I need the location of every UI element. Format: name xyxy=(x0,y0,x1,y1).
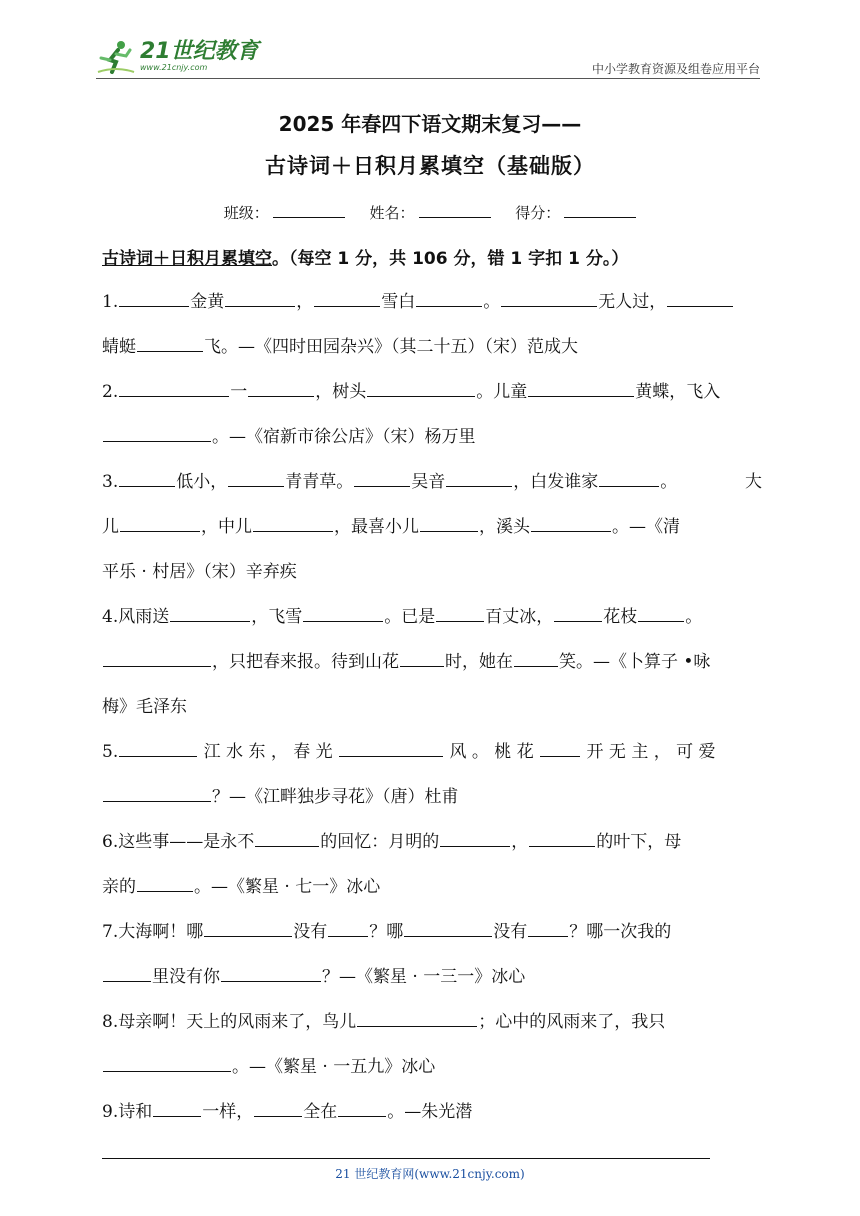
class-blank[interactable] xyxy=(273,203,345,218)
page-title-line1: 2025 年春四下语文期末复习—— xyxy=(278,112,582,136)
class-label: 班级： xyxy=(223,204,269,222)
blank[interactable] xyxy=(339,736,443,757)
blank[interactable] xyxy=(328,916,368,937)
blank[interactable] xyxy=(531,511,611,532)
question-4-line1: 4.风雨送 ，飞雪 。已是 百丈冰， 花枝 。 xyxy=(102,601,762,646)
question-2-line1: 2. 一 ，树头 。儿童 黄蝶，飞入 xyxy=(102,376,762,421)
blank[interactable] xyxy=(400,646,444,667)
blank[interactable] xyxy=(153,1096,201,1117)
blank[interactable] xyxy=(103,961,151,982)
question-3-line1: 3. 低小， 青青草。 吴音 ，白发谁家 。 大 xyxy=(102,466,762,511)
student-info xyxy=(0,202,860,223)
footer-text: 21 世纪教育网(www.21cnjy.com) xyxy=(335,1167,525,1181)
logo xyxy=(96,36,259,80)
blank[interactable] xyxy=(221,961,321,982)
blank[interactable] xyxy=(440,826,510,847)
blank[interactable] xyxy=(501,286,597,307)
score-blank[interactable] xyxy=(564,203,636,218)
blank[interactable] xyxy=(528,376,634,397)
question-7-line2: 里没有你 ？—《繁星 · 一三一》冰心 xyxy=(102,961,762,1006)
question-4-line2: ，只把春来报。待到山花 时，她在 笑。—《卜算子 •咏 xyxy=(102,646,762,691)
score-label: 得分： xyxy=(515,204,561,222)
blank[interactable] xyxy=(667,286,733,307)
platform-name: 中小学教育资源及组卷应用平台 xyxy=(591,62,760,76)
blank[interactable] xyxy=(170,601,250,622)
blank[interactable] xyxy=(404,916,492,937)
name-blank[interactable] xyxy=(419,203,491,218)
blank[interactable] xyxy=(248,376,314,397)
blank[interactable] xyxy=(554,601,602,622)
logo-title: 21世纪教育 xyxy=(140,38,259,64)
blank[interactable] xyxy=(416,286,482,307)
blank[interactable] xyxy=(540,736,580,757)
question-6-line2: 亲的 。—《繁星 · 七一》冰心 xyxy=(102,871,762,916)
blank[interactable] xyxy=(137,871,193,892)
blank[interactable] xyxy=(228,466,284,487)
page-title-line2: 古诗词＋日积月累填空（基础版） xyxy=(265,154,595,178)
question-3-line2: 儿 ，中儿 ，最喜小儿 ，溪头 。—《清 xyxy=(102,511,762,556)
blank[interactable] xyxy=(103,646,211,667)
blank[interactable] xyxy=(119,376,229,397)
question-8-line1: 8.母亲啊！天上的风雨来了，鸟儿 ；心中的风雨来了，我只 xyxy=(102,1006,762,1051)
question-5-line1: 5. 江 水 东 ， 春 光 风 。 桃 花 开 无 主 ， 可 爱 xyxy=(102,736,762,781)
blank[interactable] xyxy=(436,601,484,622)
blank[interactable] xyxy=(255,826,319,847)
blank[interactable] xyxy=(354,466,410,487)
section-title: 古诗词＋日积月累填空 xyxy=(102,249,272,269)
blank[interactable] xyxy=(420,511,478,532)
blank[interactable] xyxy=(103,421,211,442)
runner-logo-icon xyxy=(96,38,136,78)
question-4-line3: 梅》毛泽东 xyxy=(102,697,187,717)
header-divider xyxy=(96,78,760,79)
blank[interactable] xyxy=(638,601,684,622)
question-9-line1: 9.诗和 一样， 全在 。—朱光潜 xyxy=(102,1096,762,1141)
blank[interactable] xyxy=(103,1051,231,1072)
blank[interactable] xyxy=(599,466,659,487)
blank[interactable] xyxy=(137,331,203,352)
question-1-line1: 1. 金黄 ， 雪白 。 无人过， xyxy=(102,286,762,331)
blank[interactable] xyxy=(446,466,512,487)
question-list xyxy=(102,286,762,1141)
blank[interactable] xyxy=(103,781,211,802)
blank[interactable] xyxy=(367,376,475,397)
blank[interactable] xyxy=(254,1096,302,1117)
name-label: 姓名： xyxy=(369,204,415,222)
question-8-line2: 。—《繁星 · 一五九》冰心 xyxy=(102,1051,762,1096)
question-1-line2: 蜻蜓 飞。—《四时田园杂兴》（其二十五）（宋）范成大 xyxy=(102,331,762,376)
question-5-line2: ？—《江畔独步寻花》（唐）杜甫 xyxy=(102,781,762,826)
blank[interactable] xyxy=(338,1096,386,1117)
blank[interactable] xyxy=(119,466,175,487)
section-heading xyxy=(102,244,628,269)
blank[interactable] xyxy=(357,1006,477,1027)
question-6-line1: 6.这些事——是永不 的回忆：月明的 ， 的叶下，母 xyxy=(102,826,762,871)
blank[interactable] xyxy=(120,511,200,532)
blank[interactable] xyxy=(303,601,383,622)
blank[interactable] xyxy=(314,286,380,307)
page-header xyxy=(96,36,760,80)
section-note: 。（每空 1 分，共 106 分，错 1 字扣 1 分。） xyxy=(272,249,629,269)
logo-url: www.21cnjy.com xyxy=(140,62,208,72)
blank[interactable] xyxy=(119,286,189,307)
blank[interactable] xyxy=(253,511,333,532)
blank[interactable] xyxy=(119,736,197,757)
blank[interactable] xyxy=(204,916,292,937)
footer-divider xyxy=(102,1158,710,1159)
question-2-line2: 。—《宿新市徐公店》（宋）杨万里 xyxy=(102,421,762,466)
blank[interactable] xyxy=(225,286,295,307)
blank[interactable] xyxy=(528,916,568,937)
blank[interactable] xyxy=(514,646,558,667)
question-3-line3: 平乐 · 村居》（宋）辛弃疾 xyxy=(102,562,297,582)
blank[interactable] xyxy=(529,826,595,847)
question-7-line1: 7.大海啊！哪 没有 ？哪 没有 ？哪一次我的 xyxy=(102,916,762,961)
